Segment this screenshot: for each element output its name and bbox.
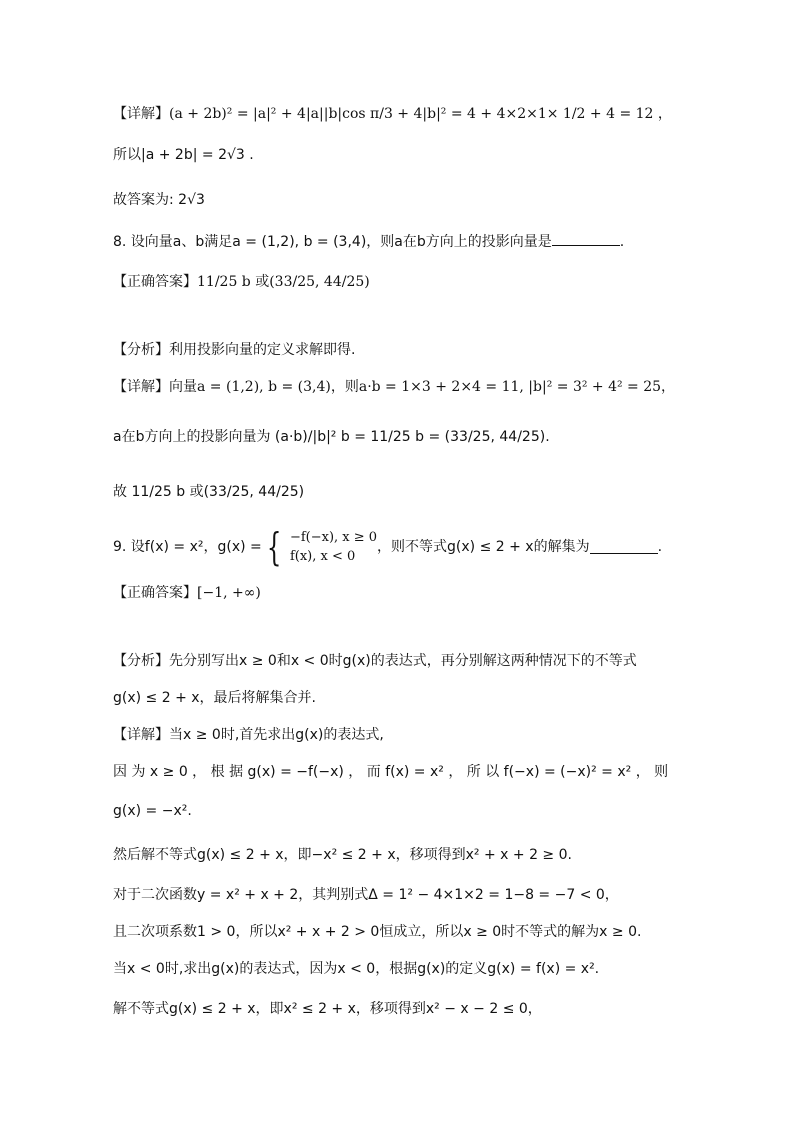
q9-detail-line1	[113, 725, 694, 745]
case-2: f(x), x < 0	[289, 549, 356, 564]
answer-blank	[590, 541, 658, 554]
q9-question: 9. 设f(x) = x²，g(x) = { −f(−x), x ≥ 0 f(x), x < 0 ，则不等式g(x) ≤ 2 + x的解集为 .	[113, 525, 663, 569]
q9-detail-line8: 解不等式g(x) ≤ 2 + x，即x² ≤ 2 + x，移项得到x² − x − 2 ≤ 0，	[113, 1001, 542, 1017]
q8-correct-line	[113, 272, 694, 292]
q8-detail-line1	[113, 377, 694, 397]
correct-label: 【正确答案】	[113, 274, 197, 290]
q8-detail-line2: a在b方向上的投影向量为 (a·b)/|b|² b = 11/25 b = (33/25, 44/25).	[113, 429, 550, 445]
correct-label: 【正确答案】	[113, 585, 197, 601]
detail-label: 【详解】	[113, 106, 169, 122]
q7-so-line: 所以|a + 2b| = 2√3 .	[113, 147, 254, 163]
answer-blank	[552, 233, 620, 246]
q9-detail-line5: 对于二次函数y = x² + x + 2，其判别式Δ = 1² − 4×1×2 = 1−8 = −7 < 0，	[113, 887, 619, 903]
analysis-label: 【分析】	[113, 342, 169, 358]
q8-question: 8. 设向量a、b满足a = (1,2), b = (3,4)，则a在b方向上的投影向量是 .	[113, 234, 625, 250]
q9-detail-line3: g(x) = −x².	[113, 803, 192, 819]
q9-question-pre: 9. 设f(x) = x²，g(x) =	[113, 539, 262, 555]
q9-analysis1: 先分别写出x ≥ 0和x < 0时g(x)的表达式，再分别解这两种情况下的不等式	[169, 653, 637, 669]
q8-conclusion: 故 11/25 b 或(33/25, 44/25)	[113, 484, 305, 500]
q8-analysis: 利用投影向量的定义求解即得.	[169, 342, 356, 358]
detail-label: 【详解】	[113, 727, 169, 743]
q8-analysis-line	[113, 340, 694, 360]
q8-detail1: 向量a = (1,2), b = (3,4)，则a·b = 1×3 + 2×4 = 11, |b|² = 3² + 4² = 25，	[169, 379, 676, 395]
q9-detail-line4: 然后解不等式g(x) ≤ 2 + x，即−x² ≤ 2 + x，移项得到x² + x + 2 ≥ 0.	[113, 847, 572, 863]
piecewise-cases	[286, 528, 377, 566]
case-1: −f(−x), x ≥ 0	[289, 530, 378, 545]
detail-label: 【详解】	[113, 379, 169, 395]
q9-detail-line6: 且二次项系数1 > 0，所以x² + x + 2 > 0恒成立，所以x ≥ 0时不等式的解为x ≥ 0.	[113, 924, 642, 940]
q9-detail-line2: 因 为 x ≥ 0 ， 根 据 g(x) = −f(−x) ， 而 f(x) = x² ， 所 以 f(−x) = (−x)² = x² ， 则	[113, 764, 669, 780]
q9-analysis-line2: g(x) ≤ 2 + x，最后将解集合并.	[113, 690, 316, 706]
q9-correct-line	[113, 583, 694, 603]
q7-detail-expr: (a + 2b)² = |a|² + 4|a||b|cos π/3 + 4|b|² = 4 + 4×2×1× 1/2 + 4 = 12 ，	[169, 106, 672, 122]
q7-detail-line	[113, 104, 694, 124]
q9-d1: 当x ≥ 0时,首先求出g(x)的表达式,	[169, 727, 384, 743]
q9-analysis-line1	[113, 651, 694, 671]
q7-answer-line: 故答案为: 2√3	[113, 192, 205, 208]
analysis-label: 【分析】	[113, 653, 169, 669]
brace-symbol: {	[266, 525, 282, 569]
q8-answer: 11/25 b 或(33/25, 44/25)	[197, 274, 370, 290]
q9-question-post: ，则不等式g(x) ≤ 2 + x的解集为	[377, 539, 590, 555]
q8-question-text: 8. 设向量a、b满足a = (1,2), b = (3,4)，则a在b方向上的投影向量是	[113, 234, 552, 250]
q9-detail-line7: 当x < 0时,求出g(x)的表达式，因为x < 0，根据g(x)的定义g(x) = f(x) = x².	[113, 961, 600, 977]
q9-answer: [−1, +∞)	[197, 585, 261, 601]
